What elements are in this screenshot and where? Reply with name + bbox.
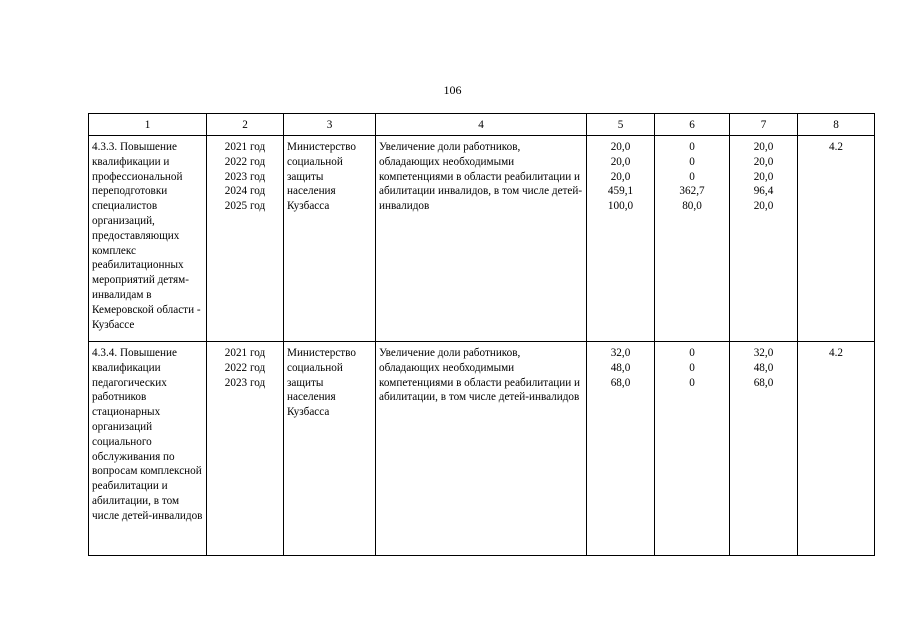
amount-value: 20,0 bbox=[753, 141, 774, 153]
column-7-cell bbox=[730, 136, 798, 342]
amount-value: 20,0 bbox=[610, 141, 631, 153]
column-5-cell bbox=[587, 342, 655, 556]
amount-value: 48,0 bbox=[753, 361, 774, 374]
year-value: 2022 год bbox=[224, 155, 266, 168]
amount-value: 0 bbox=[689, 155, 695, 168]
amount-value: 0 bbox=[689, 141, 695, 153]
column-6-cell bbox=[655, 136, 730, 342]
column-header-1: 1 bbox=[89, 114, 207, 136]
amount-value: 100,0 bbox=[607, 200, 634, 213]
executor-cell: Министерство социальной защиты населения Кузбасса bbox=[284, 342, 376, 556]
column-header-3: 3 bbox=[284, 114, 376, 136]
amount-value: 20,0 bbox=[753, 200, 774, 213]
page-number: 106 bbox=[443, 83, 462, 97]
table-row bbox=[89, 136, 875, 342]
year-value: 2021 год bbox=[224, 141, 266, 153]
column-header-6: 6 bbox=[655, 114, 730, 136]
result-cell: Увеличение доли работников, обладающих необходимыми компетенциями в области реабилитации и абилитации инвалидов, в том числе детей-инвалидов bbox=[376, 136, 587, 342]
amount-value: 80,0 bbox=[682, 200, 702, 213]
amount-value: 20,0 bbox=[753, 155, 774, 168]
column-7-cell bbox=[730, 342, 798, 556]
executor-cell: Министерство социальной защиты населения Кузбасса bbox=[284, 136, 376, 342]
amount-value: 48,0 bbox=[610, 361, 631, 374]
column-header-8: 8 bbox=[798, 114, 875, 136]
measures-table bbox=[88, 113, 875, 556]
amount-value: 0 bbox=[689, 170, 695, 183]
amount-value: 0 bbox=[689, 347, 695, 359]
column-header-7: 7 bbox=[730, 114, 798, 136]
column-6-cell bbox=[655, 342, 730, 556]
amount-value: 32,0 bbox=[753, 347, 774, 359]
amount-value: 32,0 bbox=[610, 347, 631, 359]
amount-value: 68,0 bbox=[610, 376, 631, 389]
year-value: 2022 год bbox=[224, 361, 266, 374]
indicator-cell: 4.2 bbox=[798, 342, 875, 556]
years-cell bbox=[207, 342, 284, 556]
year-value: 2023 год bbox=[224, 376, 266, 389]
year-value: 2021 год bbox=[224, 347, 266, 359]
year-value: 2025 год bbox=[224, 200, 266, 213]
years-cell bbox=[207, 136, 284, 342]
column-header-4: 4 bbox=[376, 114, 587, 136]
amount-value: 0 bbox=[689, 376, 695, 389]
year-value: 2023 год bbox=[224, 170, 266, 183]
measure-name: 4.3.4. Повышение квалификации педагогических работников стационарных организаций социального обслуживания по вопросам комплексной реабилитации и абилитации, в том числе детей-инвалидов bbox=[89, 342, 207, 556]
amount-value: 96,4 bbox=[753, 185, 774, 198]
amount-value: 20,0 bbox=[610, 155, 631, 168]
column-5-cell bbox=[587, 136, 655, 342]
column-header-5: 5 bbox=[587, 114, 655, 136]
amount-value: 459,1 bbox=[607, 185, 634, 198]
year-value: 2024 год bbox=[224, 185, 266, 198]
amount-value: 0 bbox=[689, 361, 695, 374]
indicator-cell: 4.2 bbox=[798, 136, 875, 342]
measure-name: 4.3.3. Повышение квалификации и профессиональной переподготовки специалистов организаций, предоставляющих комплекс реабилитационных мероприятий детям-инвалидам в Кемеровской области - Кузбассе bbox=[89, 136, 207, 342]
header-row bbox=[89, 114, 875, 136]
amount-value: 20,0 bbox=[753, 170, 774, 183]
amount-value: 20,0 bbox=[610, 170, 631, 183]
result-cell: Увеличение доли работников, обладающих необходимыми компетенциями в области реабилитации и абилитации, в том числе детей-инвалидов bbox=[376, 342, 587, 556]
amount-value: 68,0 bbox=[753, 376, 774, 389]
table-row bbox=[89, 342, 875, 556]
column-header-2: 2 bbox=[207, 114, 284, 136]
amount-value: 362,7 bbox=[679, 185, 705, 198]
